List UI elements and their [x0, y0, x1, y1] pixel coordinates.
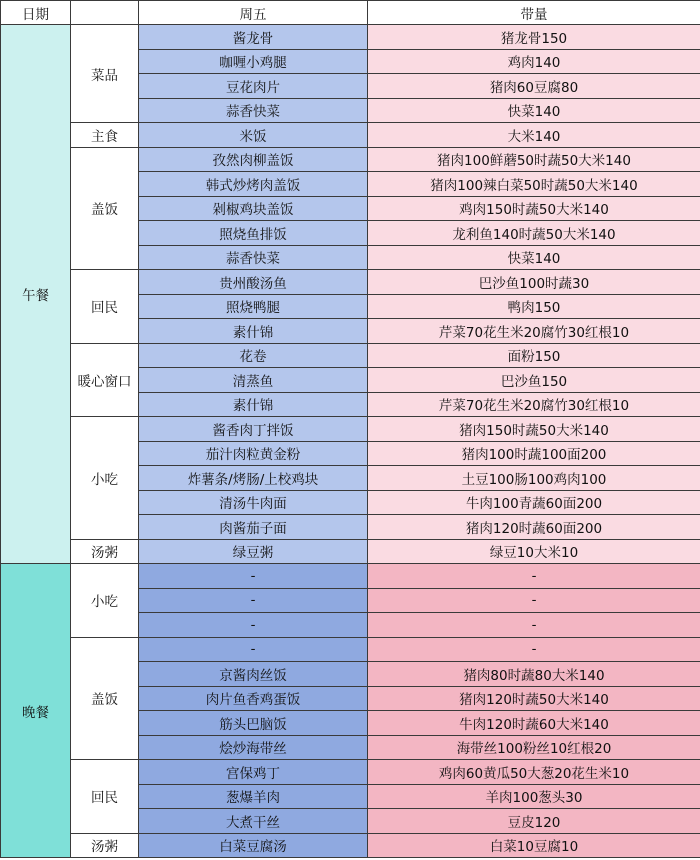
menu-row	[1, 343, 700, 368]
dish-quantity: 猪肉150时蔬50大米140	[368, 417, 700, 442]
menu-row	[1, 760, 700, 785]
dish-name: 贵州酸汤鱼	[139, 270, 368, 295]
menu-body	[1, 25, 700, 858]
dish-quantity: 巴沙鱼150	[368, 368, 700, 393]
dish-name: 花卷	[139, 343, 368, 368]
category-label: 主食	[71, 123, 139, 148]
dish-name: 韩式炒烤肉盖饭	[139, 172, 368, 197]
menu-row	[1, 147, 700, 172]
dish-quantity: 豆皮120	[368, 809, 700, 834]
dish-quantity: 猪肉80时蔬80大米140	[368, 662, 700, 687]
menu-row	[1, 123, 700, 148]
menu-row	[1, 564, 700, 589]
category-label: 回民	[71, 760, 139, 834]
dish-quantity: 芹菜70花生米20腐竹30红根10	[368, 319, 700, 344]
dish-name: 白菜豆腐汤	[139, 833, 368, 858]
dish-quantity: 白菜10豆腐10	[368, 833, 700, 858]
dish-quantity: 巴沙鱼100时蔬30	[368, 270, 700, 295]
dish-name: 茄汁肉粒黄金粉	[139, 441, 368, 466]
dish-name: 大煮干丝	[139, 809, 368, 834]
dish-name: -	[139, 637, 368, 662]
dish-quantity: 龙利鱼140时蔬50大米140	[368, 221, 700, 246]
dish-name: 照烧鸭腿	[139, 294, 368, 319]
header-row	[1, 1, 700, 25]
dish-quantity: 鸭肉150	[368, 294, 700, 319]
meal-label: 午餐	[1, 25, 71, 564]
dish-quantity: -	[368, 637, 700, 662]
dish-quantity: 羊肉100葱头30	[368, 784, 700, 809]
dish-name: 炸薯条/烤肠/上校鸡块	[139, 466, 368, 491]
menu-row	[1, 833, 700, 858]
dish-name: 酱香肉丁拌饭	[139, 417, 368, 442]
dish-quantity: 快菜140	[368, 245, 700, 270]
dish-name: 孜然肉柳盖饭	[139, 147, 368, 172]
dish-quantity: 猪肉120时蔬60面200	[368, 515, 700, 540]
dish-name: 豆花肉片	[139, 74, 368, 99]
dish-quantity: 大米140	[368, 123, 700, 148]
dish-quantity: 鸡肉60黄瓜50大葱20花生米10	[368, 760, 700, 785]
header-quantity: 带量	[368, 1, 700, 25]
dish-name: 绿豆粥	[139, 539, 368, 564]
dish-name: 素什锦	[139, 319, 368, 344]
dish-name: 烩炒海带丝	[139, 735, 368, 760]
dish-name: 筋头巴脑饭	[139, 711, 368, 736]
dish-name: -	[139, 564, 368, 589]
dish-quantity: 芹菜70花生米20腐竹30红根10	[368, 392, 700, 417]
dish-name: -	[139, 588, 368, 613]
dish-quantity: 土豆100肠100鸡肉100	[368, 466, 700, 491]
dish-name: 酱龙骨	[139, 25, 368, 50]
menu-row	[1, 637, 700, 662]
dish-name: -	[139, 613, 368, 638]
menu-row	[1, 270, 700, 295]
dish-quantity: 猪肉120时蔬50大米140	[368, 686, 700, 711]
dish-quantity: 牛肉100青蔬60面200	[368, 490, 700, 515]
dish-name: 肉片鱼香鸡蛋饭	[139, 686, 368, 711]
dish-name: 清汤牛肉面	[139, 490, 368, 515]
dish-name: 蒜香快菜	[139, 98, 368, 123]
header-day: 周五	[139, 1, 368, 25]
dish-quantity: 猪肉100鲜蘑50时蔬50大米140	[368, 147, 700, 172]
menu-row	[1, 25, 700, 50]
meal-label: 晚餐	[1, 564, 71, 858]
dish-name: 清蒸鱼	[139, 368, 368, 393]
category-label: 菜品	[71, 25, 139, 123]
dish-name: 宫保鸡丁	[139, 760, 368, 785]
dish-name: 肉酱茄子面	[139, 515, 368, 540]
dish-quantity: -	[368, 588, 700, 613]
dish-name: 剁椒鸡块盖饭	[139, 196, 368, 221]
dish-name: 咖喱小鸡腿	[139, 49, 368, 74]
header-date: 日期	[1, 1, 71, 25]
category-label: 小吃	[71, 564, 139, 638]
dish-name: 照烧鱼排饭	[139, 221, 368, 246]
category-label: 盖饭	[71, 637, 139, 760]
dish-quantity: 鸡肉150时蔬50大米140	[368, 196, 700, 221]
dish-name: 葱爆羊肉	[139, 784, 368, 809]
dish-quantity: 猪肉100时蔬100面200	[368, 441, 700, 466]
category-label: 回民	[71, 270, 139, 344]
dish-name: 京酱肉丝饭	[139, 662, 368, 687]
dish-quantity: -	[368, 613, 700, 638]
category-label: 小吃	[71, 417, 139, 540]
category-label: 汤粥	[71, 833, 139, 858]
menu-row	[1, 417, 700, 442]
category-label: 暖心窗口	[71, 343, 139, 417]
header-category	[71, 1, 139, 25]
dish-quantity: 绿豆10大米10	[368, 539, 700, 564]
dish-name: 素什锦	[139, 392, 368, 417]
dish-quantity: 海带丝100粉丝10红根20	[368, 735, 700, 760]
dish-quantity: 鸡肉140	[368, 49, 700, 74]
category-label: 汤粥	[71, 539, 139, 564]
dish-quantity: -	[368, 564, 700, 589]
dish-quantity: 猪肉60豆腐80	[368, 74, 700, 99]
dish-quantity: 牛肉120时蔬60大米140	[368, 711, 700, 736]
dish-quantity: 猪肉100辣白菜50时蔬50大米140	[368, 172, 700, 197]
menu-row	[1, 539, 700, 564]
dish-quantity: 面粉150	[368, 343, 700, 368]
dish-quantity: 猪龙骨150	[368, 25, 700, 50]
dish-name: 米饭	[139, 123, 368, 148]
category-label: 盖饭	[71, 147, 139, 270]
dish-quantity: 快菜140	[368, 98, 700, 123]
dish-name: 蒜香快菜	[139, 245, 368, 270]
